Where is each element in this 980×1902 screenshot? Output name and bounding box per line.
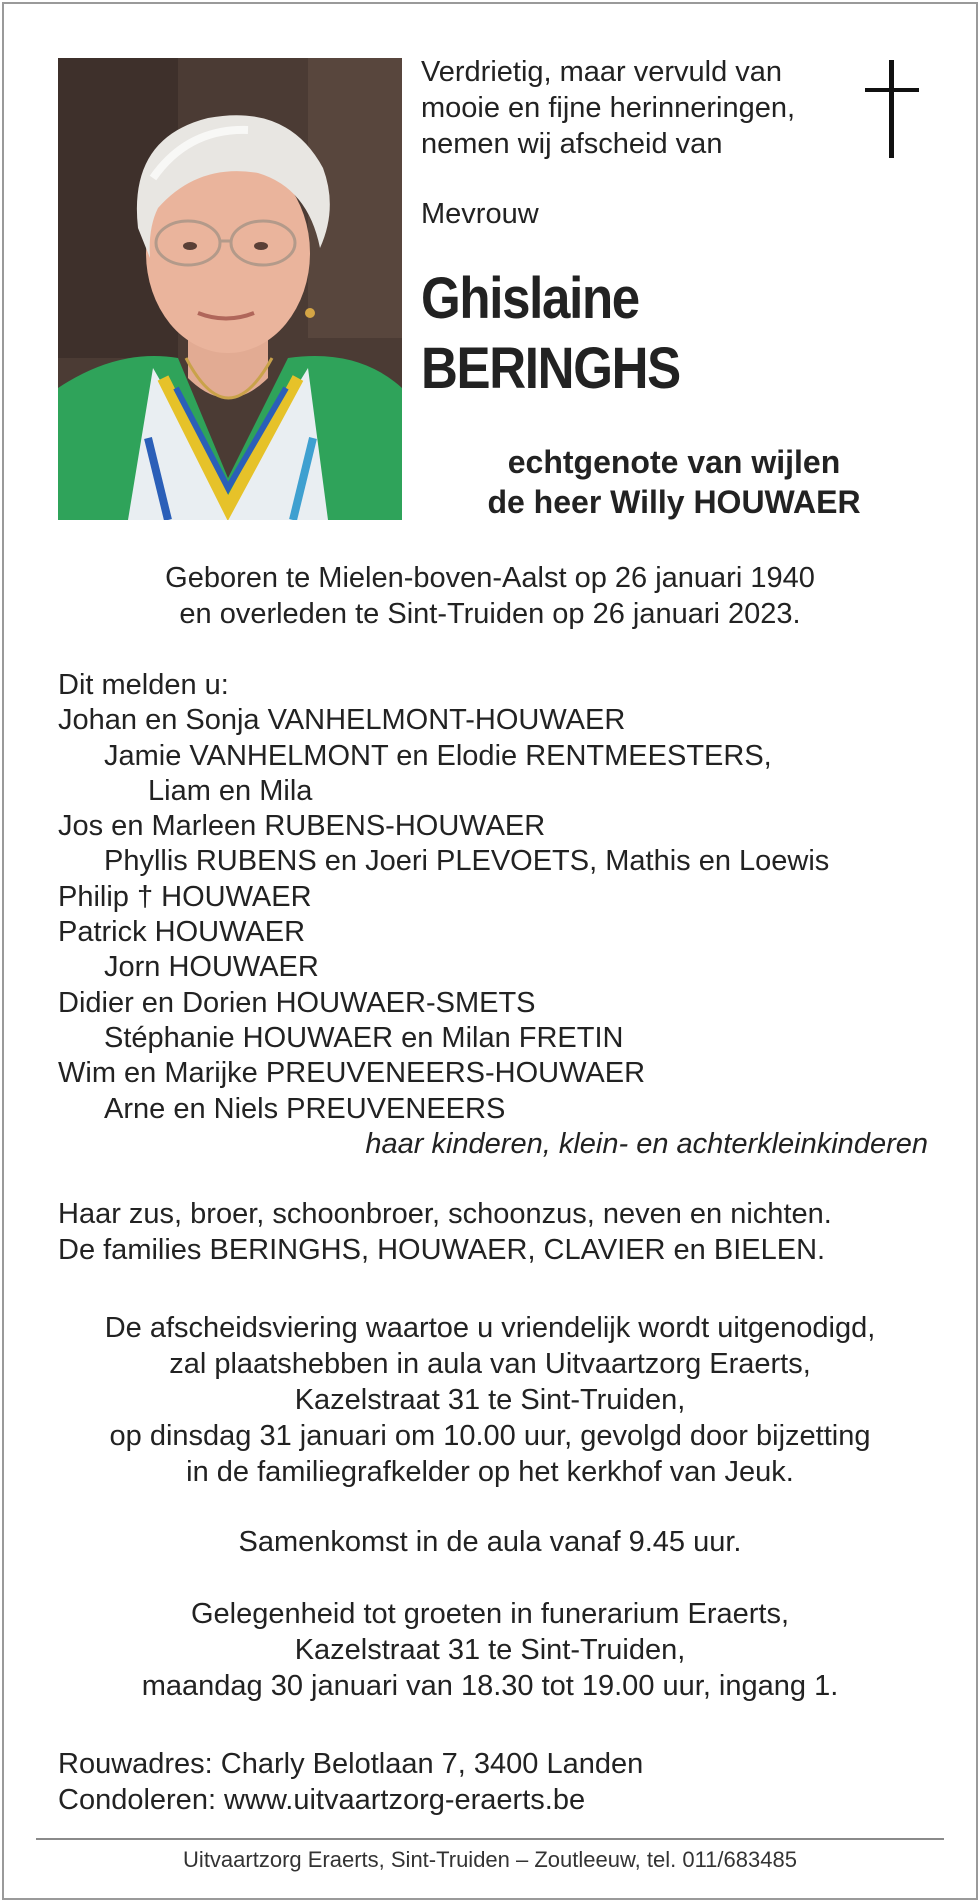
spouse-text bbox=[421, 442, 927, 522]
family-line: Phyllis RUBENS en Joeri PLEVOETS, Mathis en Loewis bbox=[104, 845, 830, 878]
cross-icon bbox=[862, 60, 922, 160]
first-name: Ghislaine bbox=[421, 266, 639, 331]
visitation-line: maandag 30 januari van 18.30 tot 19.00 uur, ingang 1. bbox=[141, 1670, 839, 1702]
intro-text bbox=[421, 54, 841, 162]
family-line: Johan en Sonja VANHELMONT-HOUWAER bbox=[58, 704, 626, 737]
visitation-line: Gelegenheid tot groeten in funerarium Eraerts, bbox=[190, 1598, 790, 1630]
ceremony-line: in de familiegrafkelder op het kerkhof van Jeuk. bbox=[186, 1456, 794, 1488]
ceremony-text bbox=[58, 1310, 922, 1490]
birth-death-text bbox=[58, 560, 922, 632]
visitation-text bbox=[58, 1596, 922, 1704]
relatives-text bbox=[58, 1196, 928, 1268]
family-line: Arne en Niels PREUVENEERS bbox=[104, 1092, 506, 1125]
portrait-photo bbox=[58, 58, 402, 520]
contact-info bbox=[58, 1746, 928, 1818]
gathering-line: Samenkomst in de aula vanaf 9.45 uur. bbox=[238, 1526, 742, 1558]
intro-line: mooie en fijne herinneringen, bbox=[421, 92, 796, 124]
family-line: Patrick HOUWAER bbox=[58, 916, 306, 949]
family-line: Philip † HOUWAER bbox=[58, 880, 312, 913]
intro-line: nemen wij afscheid van bbox=[421, 128, 723, 160]
relatives-line: De families BERINGHS, HOUWAER, CLAVIER en BIELEN. bbox=[58, 1234, 826, 1266]
gathering-text bbox=[58, 1524, 922, 1560]
ceremony-line: Kazelstraat 31 te Sint-Truiden, bbox=[294, 1384, 686, 1416]
intro-line: Verdrietig, maar vervuld van bbox=[421, 56, 783, 88]
honorific: Mevrouw bbox=[421, 198, 539, 230]
deceased-name bbox=[421, 264, 680, 404]
funeral-home-footer: Uitvaartzorg Eraerts, Sint-Truiden – Zoutleeuw, tel. 011/683485 bbox=[183, 1847, 797, 1872]
family-relation: haar kinderen, klein- en achterkleinkinderen bbox=[365, 1127, 928, 1160]
family-line: Wim en Marijke PREUVENEERS-HOUWAER bbox=[58, 1057, 646, 1090]
ceremony-line: op dinsdag 31 januari om 10.00 uur, gevolgd door bijzetting bbox=[109, 1420, 871, 1452]
birth-line: Geboren te Mielen-boven-Aalst op 26 januari 1940 bbox=[165, 562, 815, 594]
death-line: en overleden te Sint-Truiden op 26 januari 2023. bbox=[179, 598, 801, 630]
family-line: Liam en Mila bbox=[148, 774, 313, 807]
family-line: Stéphanie HOUWAER en Milan FRETIN bbox=[104, 1021, 624, 1054]
relatives-line: Haar zus, broer, schoonbroer, schoonzus, neven en nichten. bbox=[58, 1198, 832, 1230]
family-list bbox=[58, 668, 928, 1162]
spouse-line: de heer Willy HOUWAER bbox=[487, 484, 861, 520]
footer-divider bbox=[36, 1838, 944, 1840]
family-line: Jos en Marleen RUBENS-HOUWAER bbox=[58, 810, 546, 843]
visitation-line: Kazelstraat 31 te Sint-Truiden, bbox=[294, 1634, 686, 1666]
ceremony-line: zal plaatshebben in aula van Uitvaartzorg Eraerts, bbox=[169, 1348, 811, 1380]
family-line: Didier en Dorien HOUWAER-SMETS bbox=[58, 986, 536, 1019]
last-name: BERINGHS bbox=[421, 336, 680, 401]
condolence-link[interactable]: Condoleren: www.uitvaartzorg-eraerts.be bbox=[58, 1784, 586, 1816]
mourning-address: Rouwadres: Charly Belotlaan 7, 3400 Landen bbox=[58, 1748, 644, 1780]
family-heading: Dit melden u: bbox=[58, 669, 229, 701]
ceremony-line: De afscheidsviering waartoe u vriendelijk wordt uitgenodigd, bbox=[104, 1312, 876, 1344]
family-line: Jamie VANHELMONT en Elodie RENTMEESTERS, bbox=[104, 739, 772, 772]
family-line: Jorn HOUWAER bbox=[104, 951, 319, 984]
spouse-line: echtgenote van wijlen bbox=[507, 444, 841, 480]
